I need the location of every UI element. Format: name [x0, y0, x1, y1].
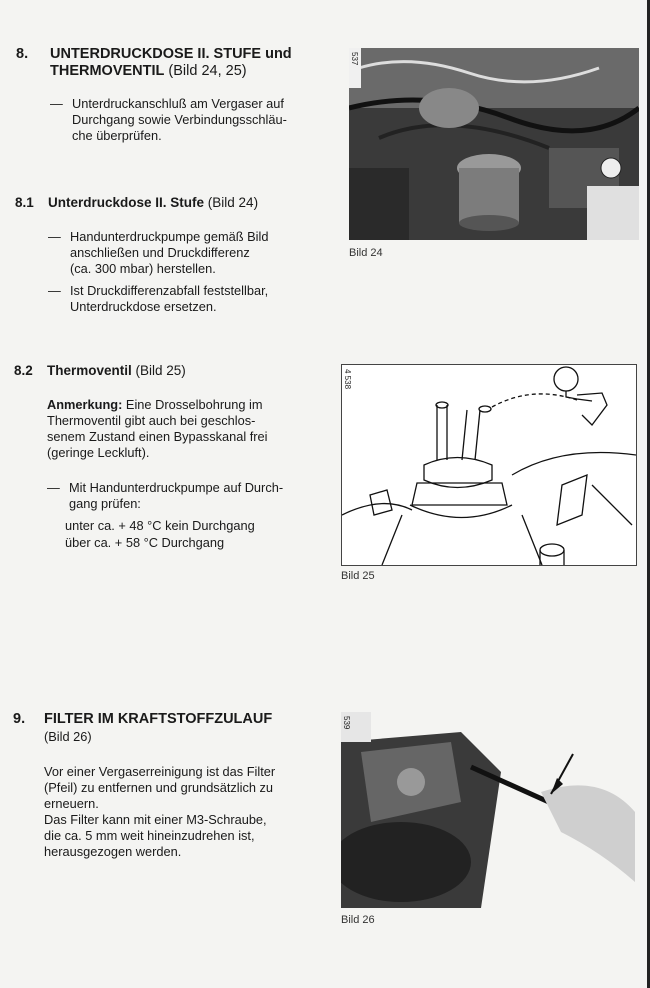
section-8-1-number: 8.1 — [15, 195, 34, 210]
section-8-2-note — [47, 397, 317, 461]
section-8-2-title-ref: (Bild 25) — [135, 363, 186, 378]
section-8-heading — [50, 46, 340, 80]
section-8-title-ref: (Bild 24, 25) — [168, 63, 247, 79]
para-line: die ca. 5 mm weit hineinzudrehen ist, — [44, 828, 255, 843]
bullet-line: Handunterdruckpumpe gemäß Bild — [70, 229, 269, 244]
note-line: Eine Drosselbohrung im — [122, 397, 263, 412]
spec-line-2: über ca. + 58 °C Durchgang — [65, 535, 225, 550]
bild-26-image — [341, 712, 635, 908]
bullet-line: Unterdruckdose ersetzen. — [70, 299, 217, 314]
spec-line-1: unter ca. + 48 °C kein Durchgang — [65, 518, 255, 533]
bullet-line: gang prüfen: — [69, 496, 141, 511]
section-8-2-bullet — [47, 480, 327, 512]
section-8-1-bullet-2 — [48, 283, 328, 315]
section-9-paragraph — [44, 764, 324, 860]
thermovalve-drawing-icon — [342, 365, 636, 565]
bullet-dash: — — [48, 229, 61, 244]
bild-26-side-code: 539 — [342, 716, 351, 730]
section-8-title-line1: UNTERDRUCKDOSE II. STUFE und — [50, 46, 292, 62]
bullet-line: Unterdruckanschluß am Vergaser auf — [72, 96, 284, 111]
bild-25-side-code: 4 538 — [343, 369, 352, 390]
section-8-title-line2: THERMOVENTIL — [50, 63, 165, 79]
section-8-number: 8. — [16, 46, 29, 62]
section-9-title-ref: (Bild 26) — [44, 729, 92, 744]
section-8-1-title-ref: (Bild 24) — [207, 195, 259, 210]
bullet-line: Mit Handunterdruckpumpe auf Durch- — [69, 480, 284, 495]
section-8-bullet — [50, 96, 330, 144]
section-8-1-bullet-1 — [48, 229, 328, 277]
para-line: erneuern. — [44, 796, 99, 811]
bullet-line: che überprüfen. — [72, 128, 162, 143]
section-9-title: FILTER IM KRAFTSTOFFZULAUF — [44, 711, 273, 727]
bullet-line: Ist Druckdifferenzabfall feststellbar, — [70, 283, 269, 298]
bullet-line: (ca. 300 mbar) herstellen. — [70, 261, 216, 276]
bullet-dash: — — [47, 480, 60, 495]
section-8-2-title: Thermoventil — [47, 363, 132, 378]
section-8-2-heading — [47, 363, 186, 378]
section-8-1-title: Unterdruckdose II. Stufe — [48, 195, 205, 210]
bild-24-side-code: 537 — [350, 52, 359, 66]
bild-25-caption: Bild 25 — [341, 570, 375, 582]
bild-25-image — [341, 364, 637, 566]
bullet-line: anschließen und Druckdifferenz — [70, 245, 250, 260]
engine-photo-icon — [349, 48, 639, 240]
bild-26-caption: Bild 26 — [341, 914, 375, 926]
bild-24-caption: Bild 24 — [349, 247, 383, 259]
bullet-dash: — — [48, 283, 61, 298]
note-line: senem Zustand einen Bypasskanal frei — [47, 429, 268, 444]
filter-photo-icon — [341, 712, 635, 908]
para-line: Vor einer Vergaserreinigung ist das Filter — [44, 764, 276, 779]
para-line: Das Filter kann mit einer M3-Schraube, — [44, 812, 267, 827]
note-line: Thermoventil gibt auch bei geschlos- — [47, 413, 256, 428]
bild-24-image — [349, 48, 639, 240]
note-label: Anmerkung: — [47, 397, 123, 412]
para-line: herausgezogen werden. — [44, 844, 182, 859]
bullet-line: Durchgang sowie Verbindungsschläu- — [72, 112, 287, 127]
note-line: (geringe Leckluft). — [47, 445, 150, 460]
section-8-1-heading — [48, 195, 258, 210]
section-8-2-number: 8.2 — [14, 363, 33, 378]
section-9-number: 9. — [13, 711, 26, 727]
bullet-dash: — — [50, 96, 63, 111]
para-line: (Pfeil) zu entfernen und grundsätzlich zu — [44, 780, 274, 795]
